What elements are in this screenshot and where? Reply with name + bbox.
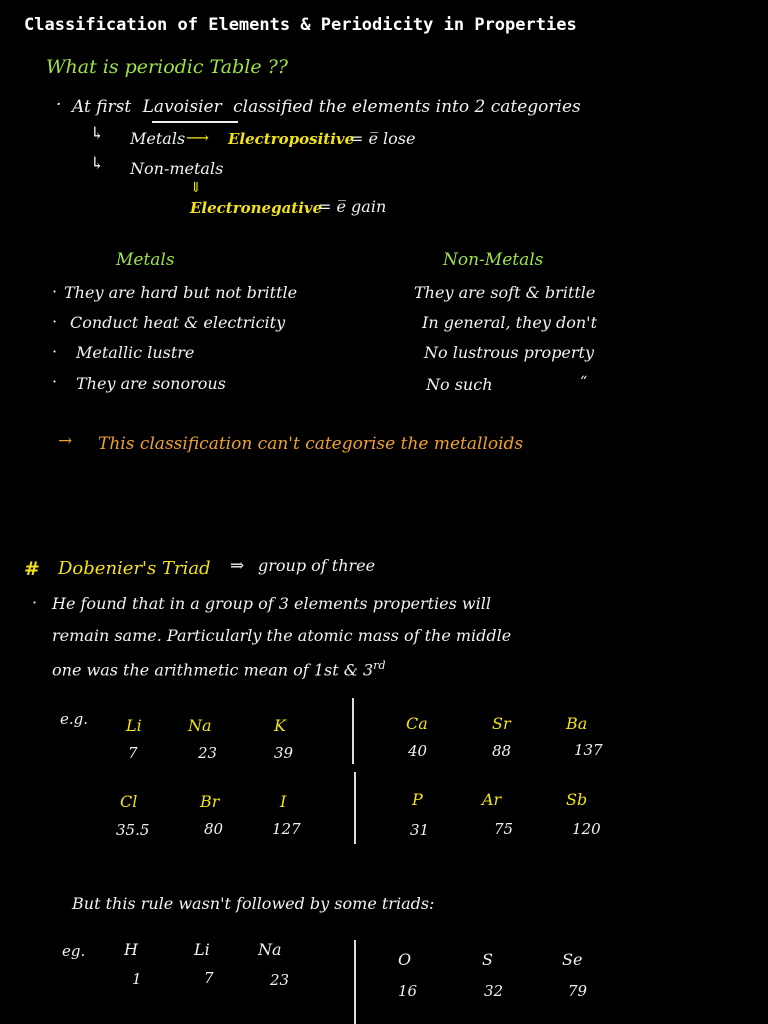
dobereiner-bullet: · <box>32 593 38 612</box>
metals-branch-arrow: ↳ <box>90 124 105 144</box>
atomic-mass: 16 <box>398 982 418 1000</box>
nonmetals-branch-arrow: ↳ <box>90 154 105 174</box>
nonmetals-item: No lustrous property <box>424 343 595 362</box>
dobereiner-line <box>52 659 386 679</box>
atomic-mass: 40 <box>408 742 428 760</box>
element-symbol: Li <box>126 716 142 735</box>
element-symbol: Ca <box>406 714 428 733</box>
page-title: Classification of Elements & Periodicity in Properties <box>24 15 577 35</box>
limitation-arrow-icon: → <box>58 431 73 451</box>
dobereiner-meaning: group of three <box>258 556 376 575</box>
element-symbol: Na <box>258 940 282 959</box>
dobereiner-heading: Dobenier's Triad <box>58 558 211 579</box>
eg-label: eg. <box>62 942 86 960</box>
exception-text: But this rule wasn't followed by some triads: <box>72 894 435 913</box>
divider-line <box>352 698 354 764</box>
lavoisier-name: Lavoisier <box>142 97 222 117</box>
ordinal-superscript: rd <box>373 659 386 672</box>
element-symbol: H <box>124 940 138 959</box>
atomic-mass: 80 <box>204 820 224 838</box>
metals-bullet: · <box>52 372 58 391</box>
lavoisier-intro-suffix: classified the elements into 2 categories <box>233 97 581 117</box>
divider-line <box>354 940 356 1024</box>
atomic-mass: 7 <box>128 744 138 762</box>
down-arrow-icon: ⇓ <box>190 180 202 196</box>
atomic-mass: 137 <box>574 741 603 759</box>
element-symbol: Ba <box>566 714 588 733</box>
lavoisier-intro <box>72 97 581 117</box>
element-symbol: Sb <box>566 790 588 809</box>
atomic-mass: 7 <box>204 969 214 987</box>
element-symbol: Br <box>200 792 220 811</box>
lavoisier-intro-prefix: At first <box>72 97 132 117</box>
atomic-mass: 32 <box>484 982 504 1000</box>
metals-item: Metallic lustre <box>76 343 195 362</box>
electronegative-meaning: = e̅ gain <box>318 197 387 216</box>
element-symbol: P <box>412 790 423 809</box>
atomic-mass: 75 <box>494 820 514 838</box>
implies-arrow-icon: ⇒ <box>230 556 245 576</box>
dobereiner-line: He found that in a group of 3 elements properties will <box>52 594 491 613</box>
lavoisier-underline <box>152 121 238 123</box>
element-symbol: Ar <box>482 790 502 809</box>
metals-label: Metals <box>130 129 186 148</box>
nonmetals-heading: Non-Metals <box>443 250 544 270</box>
element-symbol: I <box>280 792 287 811</box>
metals-item: Conduct heat & electricity <box>70 313 286 332</box>
metals-item: They are hard but not brittle <box>64 283 298 302</box>
electronegative-label: Electronegative <box>190 199 323 217</box>
nonmetals-item: In general, they don't <box>422 313 598 332</box>
electropositive-label: Electropositive <box>228 130 355 148</box>
dobereiner-line-text: one was the arithmetic mean of 1st & 3 <box>52 660 374 680</box>
metals-bullet: · <box>52 312 58 331</box>
atomic-mass: 35.5 <box>116 821 150 839</box>
nonmetals-item: They are soft & brittle <box>414 283 596 302</box>
atomic-mass: 31 <box>410 821 430 839</box>
element-symbol: Cl <box>120 792 138 811</box>
question-heading: What is periodic Table ?? <box>46 56 288 78</box>
element-symbol: O <box>398 950 412 969</box>
element-symbol: Se <box>562 950 583 969</box>
divider-line <box>354 772 356 844</box>
metals-item: They are sonorous <box>76 374 226 393</box>
atomic-mass: 23 <box>270 971 290 989</box>
atomic-mass: 127 <box>272 820 301 838</box>
eg-label: e.g. <box>60 710 89 728</box>
atomic-mass: 120 <box>572 820 601 838</box>
element-symbol: S <box>482 950 493 969</box>
electropositive-meaning: = e̅ lose <box>350 129 416 148</box>
nonmetals-item: No such <box>426 375 493 394</box>
hash-icon: # <box>24 558 40 580</box>
limitation-text: This classification can't categorise the metalloids <box>98 434 524 454</box>
atomic-mass: 79 <box>568 982 588 1000</box>
element-symbol: Li <box>194 940 210 959</box>
element-symbol: Sr <box>492 714 511 733</box>
atomic-mass: 1 <box>132 970 142 988</box>
metals-heading: Metals <box>116 250 175 270</box>
nonmetals-label: Non-metals <box>130 159 224 178</box>
lavoisier-bullet: · <box>56 95 62 115</box>
element-symbol: K <box>274 716 286 735</box>
atomic-mass: 23 <box>198 744 218 762</box>
dobereiner-line: remain same. Particularly the atomic mass of the middle <box>52 626 512 645</box>
metals-bullet: · <box>52 342 58 361</box>
element-symbol: Na <box>188 716 212 735</box>
atomic-mass: 39 <box>274 744 294 762</box>
metals-bullet: · <box>52 282 58 301</box>
ditto-mark: “ <box>580 374 588 390</box>
metals-right-arrow: ⟶ <box>186 128 209 147</box>
atomic-mass: 88 <box>492 742 512 760</box>
